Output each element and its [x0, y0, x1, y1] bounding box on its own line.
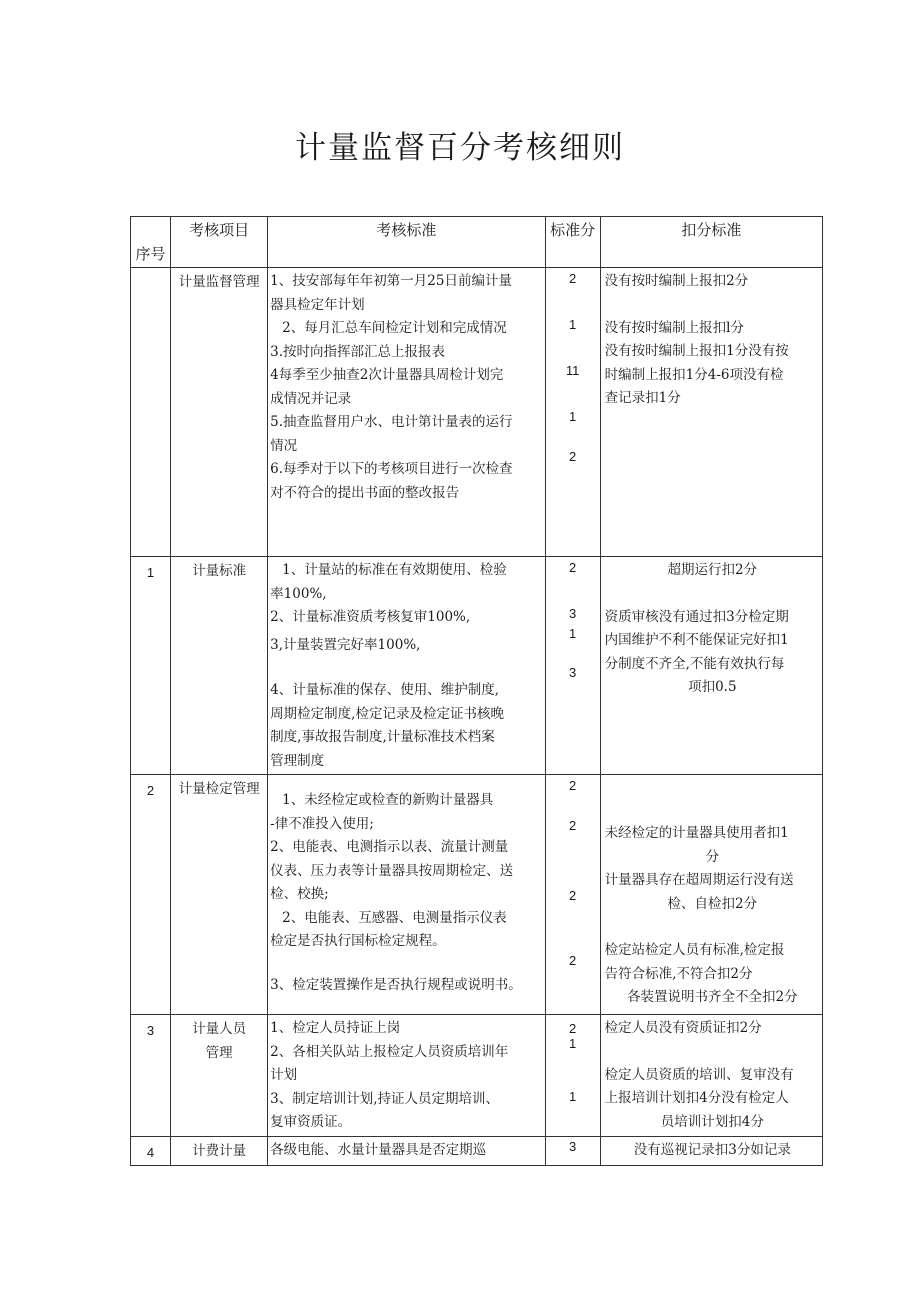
score-value: 1 [568, 1036, 577, 1051]
standard-line: 复审资质证。 [270, 1114, 352, 1130]
deduction-line: 没有按时编制上报扣2分 [604, 273, 749, 289]
score-value: 3 [568, 665, 577, 680]
standard-line: 管理制度 [270, 752, 325, 769]
item-line: 管理 [205, 1044, 233, 1061]
standard-line: 3、制定培训计划,持证人员定期培训、 [270, 1090, 500, 1107]
deduction-line: 超期运行扣2分 [667, 562, 758, 578]
item-line: 计量人员 [192, 1021, 247, 1037]
deduction-line: 检定人员资质的培训、复审没有 [604, 1066, 794, 1083]
score-value: 1 [568, 1089, 577, 1104]
header-score: 标准分 [545, 217, 600, 268]
row-score [545, 775, 600, 1015]
deduction-line: 告符合标准,不符合扣2分 [604, 965, 753, 982]
table-row [131, 1015, 823, 1137]
deduction-line: 资质审核没有通过扣3分检定期 [604, 608, 789, 625]
table-row [131, 268, 823, 557]
standard-line: 3.按时向指挥部汇总上报报表 [270, 343, 446, 360]
score-value: 2 [568, 271, 577, 286]
row-standard [268, 557, 545, 775]
deduction-line: 分制度不齐全,不能有效执行每 [604, 655, 785, 672]
table-row [131, 775, 823, 1015]
score-value: 2 [568, 818, 577, 833]
deduction-line: 未经检定的计量器具使用者扣1 [604, 825, 789, 841]
standard-line: 1、未经检定或检查的新购计量器具 [282, 792, 494, 808]
deduction-line: 查记录扣1分 [604, 390, 681, 406]
row-deduction [600, 775, 822, 1015]
deduction-line: 没有按时编制上报扣l分 [604, 319, 744, 336]
header-item: 考核项目 [171, 217, 268, 268]
standard-line: 2、电能表、互感器、电测量指示仪表 [282, 909, 507, 926]
standard-line: 1、检定人员持证上岗 [270, 1020, 401, 1036]
standard-line: 器具检定年计划 [270, 296, 365, 313]
standard-line: 率100%, [270, 585, 327, 602]
score-value: 2 [568, 560, 577, 575]
header-standard: 考核标准 [268, 217, 545, 268]
score-value: 1 [568, 409, 577, 424]
score-value: 11 [565, 363, 580, 378]
deduction-line: 检定人员没有资质证扣2分 [604, 1020, 762, 1036]
deduction-line: 没有巡视记录扣3分如记录 [633, 1142, 791, 1158]
row-seq: 3 [131, 1015, 171, 1137]
standard-line: 1、计量站的标准在有效期使用、检验 [282, 562, 507, 578]
row-score [545, 1137, 600, 1166]
deduction-line: 时编制上报扣1分4-6项没有检 [604, 366, 784, 383]
standard-line: 2、每月汇总车间检定计划和完成情况 [282, 320, 507, 336]
standard-line: 6.每季对于以下的考核项目进行一次检查 [270, 461, 513, 477]
standard-line: -律不准投入使用; [270, 815, 374, 832]
header-seq: 序号 [131, 217, 171, 268]
standard-line: 成情况并记录 [270, 390, 352, 407]
score-value: 2 [568, 1021, 577, 1036]
standard-line: 2、计量标准资质考核复审100%, [270, 609, 471, 625]
deduction-line: 上报培训计划扣4分没有检定人 [604, 1090, 789, 1106]
score-value: 2 [568, 888, 577, 903]
row-score [545, 268, 600, 557]
deduction-line: 检、自检扣2分 [667, 895, 758, 912]
row-seq [131, 268, 171, 557]
standard-line: 3、检定装置操作是否执行规程或说明书。 [270, 976, 522, 993]
row-deduction [600, 557, 822, 775]
row-item [171, 1015, 268, 1137]
standard-line: 各级电能、水量计量器具是否定期巡 [270, 1142, 487, 1158]
row-item: 计量检定管理 [171, 775, 268, 1015]
standard-line: 计划 [270, 1067, 298, 1083]
score-value: 3 [568, 606, 577, 621]
deduction-line: 内国维护不利不能保证完好扣1 [604, 632, 789, 648]
standard-line: 制度,事故报告制度,计量标准技术档案 [270, 729, 495, 745]
table-row [131, 557, 823, 775]
standard-line: 5.抽查监督用户水、电计第计量表的运行 [270, 414, 513, 430]
standard-line: 仪表、压力表等计量器具按周期检定、送 [270, 862, 514, 879]
row-item: 计量监督管理 [171, 268, 268, 557]
row-standard [268, 1137, 545, 1166]
deduction-line: 检定站检定人员有标准,检定报 [604, 942, 785, 958]
table-row [131, 1137, 823, 1166]
row-standard [268, 775, 545, 1015]
standard-line: 情况 [270, 437, 298, 454]
score-value: 3 [568, 1139, 577, 1154]
standard-line: 2、电能表、电测指示以表、流量计测量 [270, 839, 509, 855]
row-item: 计费计量 [171, 1137, 268, 1166]
standard-line: 2、各相关队站上报检定人员资质培训年 [270, 1043, 509, 1060]
score-value: 2 [568, 953, 577, 968]
row-deduction [600, 1137, 822, 1166]
deduction-line: 员培训计划扣4分 [660, 1113, 764, 1130]
standard-line: 周期检定制度,检定记录及检定证书核晚 [270, 705, 504, 722]
row-seq: 4 [131, 1137, 171, 1166]
row-deduction [600, 268, 822, 557]
table-header-row [131, 217, 823, 268]
deduction-line: 项扣0.5 [688, 679, 737, 695]
score-value: 1 [568, 317, 577, 332]
deduction-line: 各装置说明书齐全不全扣2分 [627, 989, 798, 1005]
row-seq: 2 [131, 775, 171, 1015]
score-value: 2 [568, 778, 577, 793]
deduction-line: 没有按时编制上报扣1分没有按 [604, 343, 789, 359]
standard-line: 检、校换; [270, 886, 329, 902]
deduction-line: 分 [705, 848, 720, 865]
page-title: 计量监督百分考核细则 [295, 130, 625, 166]
standard-line: 1、技安部每年年初第一月25日前编计量 [270, 273, 512, 289]
header-deduction: 扣分标准 [600, 217, 822, 268]
standard-line: 对不符合的提出书面的整改报告 [270, 484, 460, 501]
row-standard [268, 268, 545, 557]
row-seq: 1 [131, 557, 171, 775]
standard-line: 检定是否执行国标检定规程。 [270, 933, 446, 949]
standard-line: 4每季至少抽查2次计量器具周检计划完 [270, 367, 504, 383]
row-deduction [600, 1015, 822, 1137]
row-standard [268, 1015, 545, 1137]
row-score [545, 557, 600, 775]
standard-line: 3,计量装置完好率100%, [270, 636, 421, 653]
standard-line: 4、计量标准的保存、使用、维护制度, [270, 682, 500, 698]
row-score [545, 1015, 600, 1137]
deduction-line: 计量器具存在超周期运行没有送 [604, 872, 794, 888]
score-value: 1 [568, 626, 577, 641]
row-item: 计量标准 [171, 557, 268, 775]
assessment-table [130, 216, 823, 1166]
score-value: 2 [568, 449, 577, 464]
